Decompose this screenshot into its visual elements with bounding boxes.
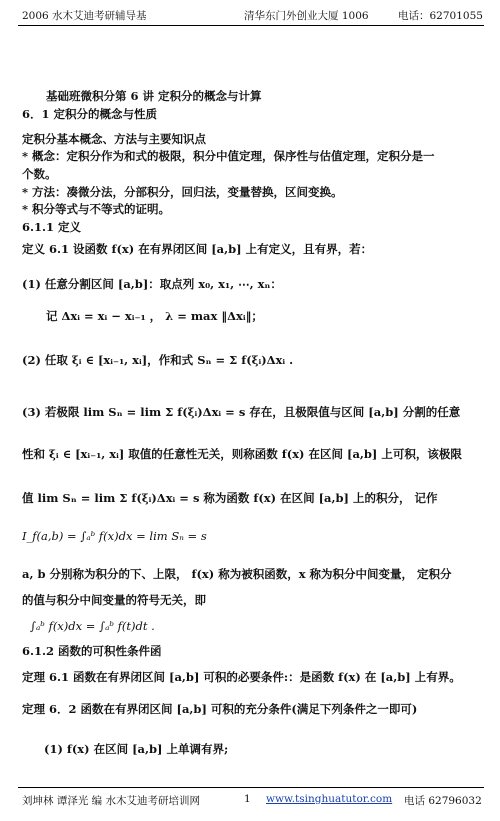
bullet-concept-cont: 个数。 <box>22 167 57 181</box>
integral-definition-equation: I_f(a,b) = ∫ₐᵇ f(x)dx = lim Sₙ = s <box>22 529 207 543</box>
def-item-1: (1) 任意分割区间 [a,b]：取点列 x₀, x₁, ⋯, xₙ： <box>22 277 282 291</box>
theorem-6-1: 定理 6.1 函数在有界闭区间 [a,b] 可积的必要条件:：是函数 f(x) 在 [a,b] 上有界。 <box>22 670 461 684</box>
bullet-concept: * 概念：定积分作为和式的极限，积分中值定理，保序性与估值定理，定积分是一 <box>22 149 435 163</box>
paragraph-limits-cont: 的值与积分中间变量的符号无关，即 <box>22 593 206 607</box>
def-item-2: (2) 任取 ξᵢ ∈ [xᵢ₋₁, xᵢ]，作和式 Sₙ = Σ f(ξᵢ)Δxᵢ . <box>22 353 294 367</box>
footer-left: 刘坤林 谭泽光 编 水木艾迪考研培训网 <box>22 795 201 807</box>
def-item-3-line3: 值 lim Sₙ = lim Σ f(ξᵢ)Δxᵢ = s 称为函数 f(x) 在区间 [a,b] 上的积分， 记作 <box>22 491 438 505</box>
page-number: 1 <box>244 793 251 805</box>
lecture-title: 基础班微积分第 6 讲 定积分的概念与计算 <box>46 89 262 103</box>
header-center: 清华东门外创业大厦 1006 <box>244 10 369 22</box>
bullet-method: * 方法：凑微分法，分部积分，回归法，变量替换，区间变换。 <box>22 185 343 199</box>
theorem-6-2: 定理 6．2 函数在有界闭区间 [a,b] 可积的充分条件(满足下列条件之一即可) <box>22 702 418 716</box>
footer-right: 电话 62796032 <box>404 795 482 807</box>
bullet-proof: * 积分等式与不等式的证明。 <box>22 202 171 216</box>
definition-6-1: 定义 6.1 设函数 f(x) 在有界闭区间 [a,b] 上有定义，且有界，若： <box>22 242 373 256</box>
def-item-3-line2: 性和 ξᵢ ∈ [xᵢ₋₁, xᵢ] 取值的任意性无关，则称函数 f(x) 在区间 [a,b] 上可积，该极限 <box>22 447 462 461</box>
subsection-6-1-2: 6.1.2 函数的可积性条件函 <box>22 644 162 658</box>
def-item-1-math: 记 Δxᵢ = xᵢ − xᵢ₋₁ ， λ = max ‖Δxᵢ‖； <box>46 309 263 323</box>
subsection-6-1-1: 6.1.1 定义 <box>22 220 82 234</box>
header-left: 2006 水木艾迪考研辅导基 <box>22 10 147 22</box>
theorem-6-2-condition-1: (1) f(x) 在区间 [a,b] 上单调有界; <box>44 742 229 756</box>
footer-rule <box>18 787 484 788</box>
paragraph-limits: a, b 分别称为积分的下、上限， f(x) 称为被积函数，x 称为积分中间变量， 定积分 <box>22 567 452 581</box>
website-link[interactable]: www.tsinghuatutor.com <box>266 793 393 805</box>
section-6-1: 6．1 定积分的概念与性质 <box>22 107 158 121</box>
header-rule <box>18 25 484 26</box>
header-right: 电话：62701055 <box>398 10 483 22</box>
integral-variable-equation: ∫ₐᵇ f(x)dx = ∫ₐᵇ f(t)dt . <box>30 619 155 633</box>
def-item-3-line1: (3) 若极限 lim Sₙ = lim Σ f(ξᵢ)Δxᵢ = s 存在，且极限值与区间 [a,b] 分割的任意 <box>22 405 461 419</box>
intro-line: 定积分基本概念、方法与主要知识点 <box>22 132 206 146</box>
